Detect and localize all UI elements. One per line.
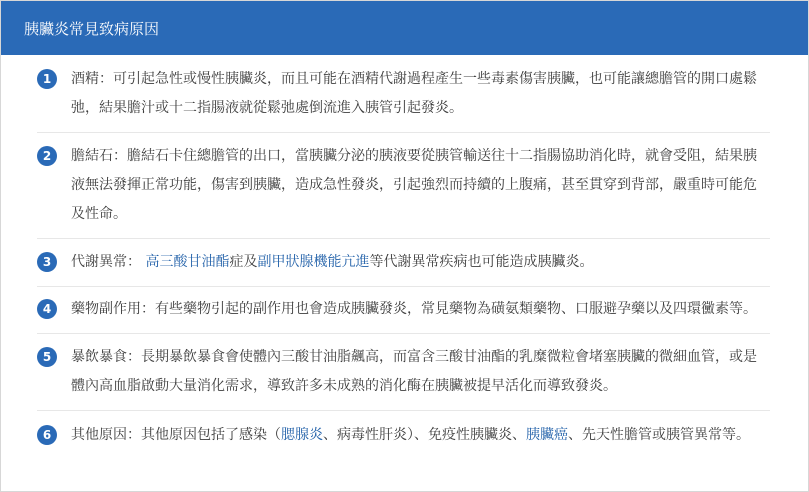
link-hypertriglyceridemia[interactable]: 高三酸甘油酯 [145, 254, 230, 270]
list-item [37, 411, 770, 450]
number-badge: 1 [37, 69, 57, 89]
item-text: 藥物副作用：有些藥物引起的副作用也會造成胰臟發炎，常見藥物為磺氨類藥物、口服避孕藥以及四環黴素等。 [71, 301, 757, 317]
link-hyperparathyroidism[interactable]: 副甲狀腺機能亢進 [257, 254, 370, 270]
number-badge: 3 [37, 252, 57, 272]
causes-list [37, 65, 770, 450]
link-mumps[interactable]: 腮腺炎 [281, 427, 323, 443]
item-text [71, 421, 770, 450]
list-item [37, 239, 770, 287]
list-item [37, 133, 770, 239]
item-mid: 、病毒性肝炎）、免疫性胰臟炎、 [323, 427, 526, 443]
list-item [37, 334, 770, 411]
item-text: 暴飲暴食：長期暴飲暴食會使體內三酸甘油脂飆高，而富含三酸甘油酯的乳糜微粒會堵塞胰臟的微細血管，或是體內高血脂啟動大量消化需求，導致許多未成熟的消化酶在胰臟被提早活化而導致發炎。 [71, 349, 757, 394]
number-badge: 2 [37, 146, 57, 166]
panel-title: 胰臟炎常見致病原因 [1, 1, 808, 55]
item-suffix: 、先天性膽管或胰管異常等。 [568, 427, 750, 443]
item-text: 膽結石：膽結石卡住總膽管的出口，當胰臟分泌的胰液要從胰管輸送往十二指腸協助消化時，就會受阻，結果胰液無法發揮正常功能，傷害到胰臟，造成急性發炎，引起強烈而持續的上腹痛，甚至貫穿到背部，嚴重時可能危及性命。 [71, 148, 757, 222]
item-prefix: 代謝異常： [71, 254, 141, 270]
item-prefix: 其他原因：其他原因包括了感染（ [71, 427, 281, 443]
list-item [37, 65, 770, 133]
number-badge: 5 [37, 347, 57, 367]
item-text [71, 248, 770, 277]
list-item [37, 287, 770, 334]
link-pancreatic-cancer[interactable]: 胰臟癌 [526, 427, 568, 443]
item-suffix: 等代謝異常疾病也可能造成胰臟炎。 [369, 254, 594, 270]
item-mid: 症及 [229, 254, 258, 270]
number-badge: 6 [37, 425, 57, 445]
item-text: 酒精：可引起急性或慢性胰臟炎，而且可能在酒精代謝過程產生一些毒素傷害胰臟，也可能讓總膽管的開口處鬆弛，結果膽汁或十二指腸液就從鬆弛處倒流進入胰管引起發炎。 [71, 71, 757, 116]
number-badge: 4 [37, 299, 57, 319]
